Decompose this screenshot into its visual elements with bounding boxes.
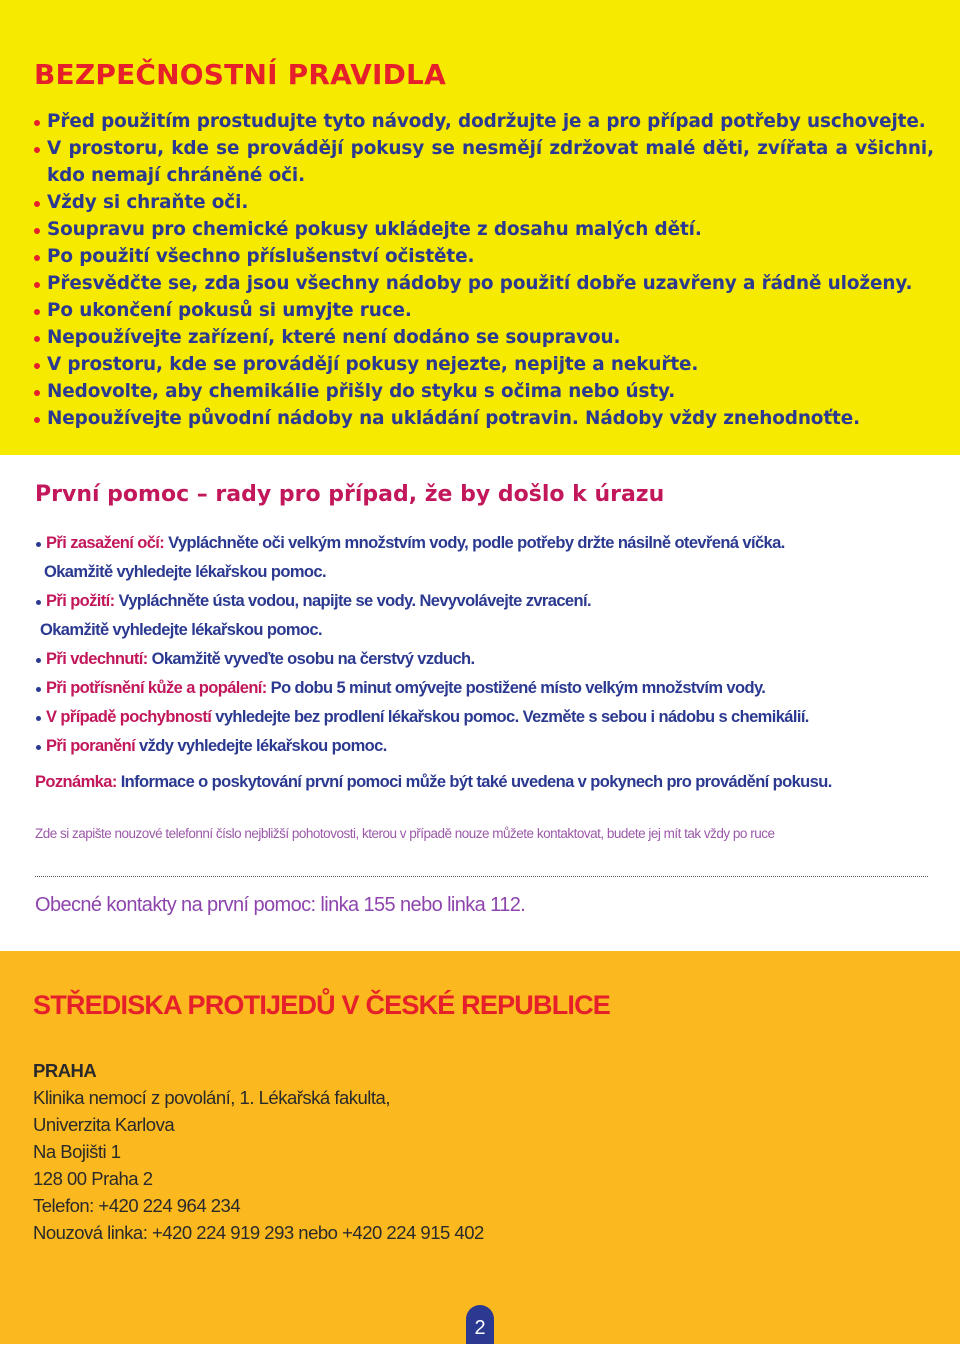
bullet-icon <box>34 309 40 315</box>
bullet-icon <box>34 390 40 396</box>
first-aid-skin: Při potřísnění kůže a popálení: Po dobu 5 minut omývejte postižené místo velkým množstvím vody. <box>36 674 936 703</box>
bullet-icon <box>34 228 40 234</box>
bullet-icon <box>36 745 41 750</box>
safety-title: BEZPEČNOSTNÍ PRAVIDLA <box>34 58 446 91</box>
first-aid-injury: Při poranění vždy vyhledejte lékařskou pomoc. <box>36 732 936 761</box>
bullet-icon <box>34 255 40 261</box>
list-item: Nepoužívejte původní nádoby na ukládání potravin. Nádoby vždy znehodnoťte. <box>34 405 934 432</box>
list-item: Vždy si chraňte oči. <box>34 189 934 216</box>
first-aid-inhale: Při vdechnutí: Okamžitě vyveďte osobu na čerstvý vzduch. <box>36 645 936 674</box>
first-aid-swallow: Při požití: Vypláchněte ústa vodou, napijte se vody. Nevyvolávejte zvracení. <box>36 587 936 616</box>
first-aid-list <box>36 529 936 761</box>
bullet-icon <box>34 363 40 369</box>
phone-line: Telefon: +420 224 964 234 <box>33 1195 241 1216</box>
first-aid-doubt: V případě pochybností vyhledejte bez prodlení lékařskou pomoc. Vezměte s sebou i nádobu s chemikálií. <box>36 703 936 732</box>
praha-address <box>33 1057 484 1246</box>
bullet-icon <box>34 147 40 153</box>
page-number: 2 <box>466 1305 494 1344</box>
safety-rules-list <box>34 108 934 432</box>
bullet-icon <box>34 120 40 126</box>
address-line: Univerzita Karlova <box>33 1114 175 1135</box>
list-item: Soupravu pro chemické pokusy ukládejte z dosahu malých dětí. <box>34 216 934 243</box>
address-line: Klinika nemocí z povolání, 1. Lékařská fakulta, <box>33 1087 390 1108</box>
bullet-icon <box>36 600 41 605</box>
bullet-icon <box>36 687 41 692</box>
bullet-icon <box>36 658 41 663</box>
emergency-line: Nouzová linka: +420 224 919 293 nebo +420 224 915 402 <box>33 1222 484 1243</box>
first-aid-eyes: Při zasažení očí: Vypláchněte oči velkým množstvím vody, podle potřeby držte násilně otevřená víčka. <box>36 529 936 558</box>
bullet-icon <box>34 282 40 288</box>
address-line: Na Bojišti 1 <box>33 1141 121 1162</box>
bullet-icon <box>34 336 40 342</box>
poison-centres-title: STŘEDISKA PROTIJEDŮ V ČESKÉ REPUBLICE <box>33 990 610 1020</box>
address-line: 128 00 Praha 2 <box>33 1168 153 1189</box>
bullet-icon <box>34 417 40 423</box>
list-item: Nedovolte, aby chemikálie přišly do styku s očima nebo ústy. <box>34 378 934 405</box>
first-aid-note: Poznámka: Informace o poskytování první pomoci může být také uvedena v pokynech pro provádění pokusu. <box>35 773 832 791</box>
list-item: V prostoru, kde se provádějí pokusy nejezte, nepijte a nekuřte. <box>34 351 934 378</box>
list-item: Před použitím prostudujte tyto návody, dodržujte je a pro případ potřeby uschovejte. <box>34 108 934 135</box>
first-aid-title: První pomoc – rady pro případ, že by došlo k úrazu <box>35 482 665 507</box>
list-item: Po ukončení pokusů si umyjte ruce. <box>34 297 934 324</box>
general-contacts: Obecné kontakty na první pomoc: linka 155 nebo linka 112. <box>35 894 526 916</box>
bullet-icon <box>36 542 41 547</box>
emergency-phone-hint: Zde si zapište nouzové telefonní číslo nejbližší pohotovosti, kterou v případě nouze můžete kontaktovat, budete jej mít tak vždy po ruce <box>35 826 775 841</box>
bullet-icon <box>34 201 40 207</box>
first-aid-eyes-continued: Okamžitě vyhledejte lékařskou pomoc. <box>44 563 326 581</box>
bullet-icon <box>36 716 41 721</box>
list-item: Po použití všechno příslušenství očistěte. <box>34 243 934 270</box>
city-name: PRAHA <box>33 1060 97 1081</box>
list-item: V prostoru, kde se provádějí pokusy se nesmějí zdržovat malé děti, zvířata a všichni, kdo nemají chráněné oči. <box>34 135 934 189</box>
phone-write-line <box>35 876 928 877</box>
list-item: Nepoužívejte zařízení, které není dodáno se soupravou. <box>34 324 934 351</box>
first-aid-swallow-continued: Okamžitě vyhledejte lékařskou pomoc. <box>40 621 322 639</box>
list-item: Přesvědčte se, zda jsou všechny nádoby po použití dobře uzavřeny a řádně uloženy. <box>34 270 934 297</box>
